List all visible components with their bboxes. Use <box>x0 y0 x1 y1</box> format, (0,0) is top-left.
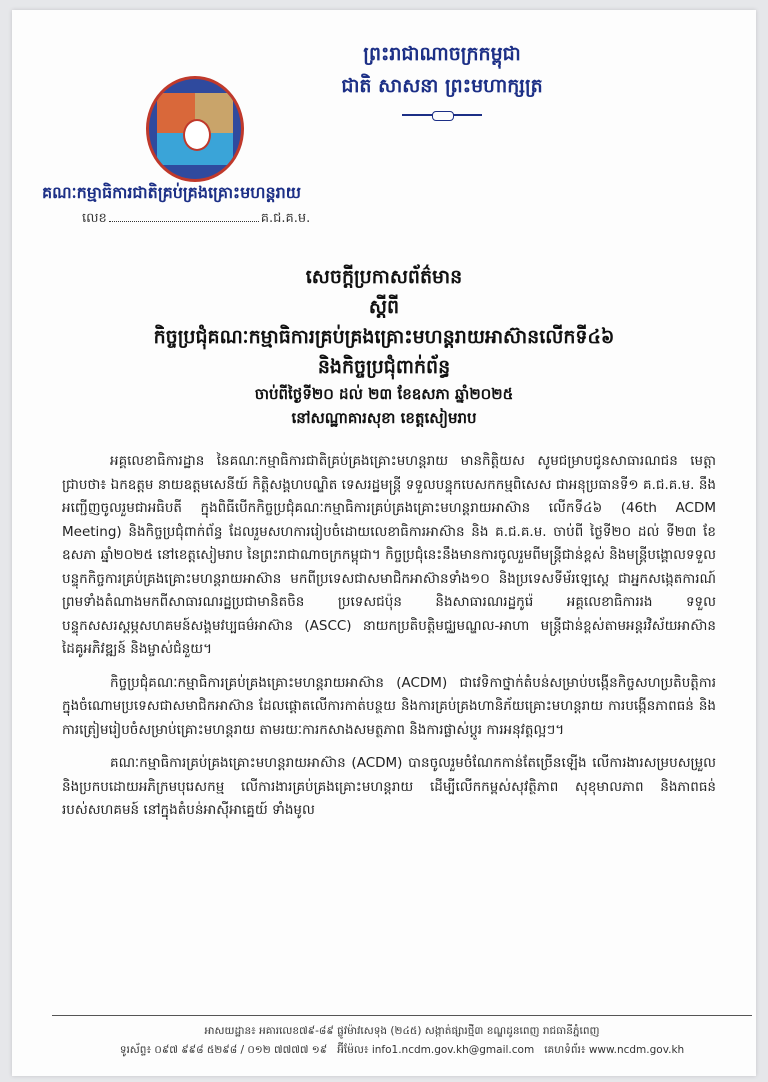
kingdom-header <box>262 38 622 102</box>
ref-prefix: លេខ <box>82 211 107 226</box>
footer-website-link[interactable]: www.ncdm.gov.kh <box>588 1044 685 1056</box>
title-line-1: សេចក្តីប្រកាសព័ត៌មាន <box>305 266 463 288</box>
email-label: អ៊ីម៉ែល៖ <box>337 1044 369 1056</box>
title-venue: នៅសណ្ឋាគារសុខា ខេត្តសៀមរាប <box>291 409 477 427</box>
footer <box>52 1022 752 1060</box>
title-line-4: និងកិច្ចប្រជុំពាក់ព័ន្ធ <box>317 356 451 378</box>
paragraph: គណៈកម្មាធិការគ្រប់គ្រងគ្រោះមហន្តរាយអាស៊ាន (ACDM) បានចូលរួមចំណែកកាន់តែច្រើនឡើង លើការងារសម្របសម្រួល និងប្រកបដោយអភិក្រមបុរេសកម្ម លើការងារគ្រប់គ្រងគ្រោះមហន្តរាយ ដើម្បីលើកកម្ពស់សុវត្ថិភាព សុខុមាលភាព និងភាពធន់របស់សហគមន៍ នៅក្នុងតំបន់អាស៊ីអាគ្នេយ៍ ទាំងមូល <box>62 755 716 818</box>
document-page <box>12 10 756 1076</box>
footer-email-link[interactable]: info1.ncdm.gov.kh@gmail.com <box>371 1044 535 1056</box>
ncdm-logo <box>146 76 244 182</box>
ref-suffix: គ.ជ.គ.ម. <box>260 211 311 226</box>
footer-phone: ទូរស័ព្ទ៖ ០៩៧ ៩៩៨ ៥២៩៨ / ០១២ ៧៧៧៧ ១៩ <box>119 1044 328 1056</box>
footer-divider <box>52 1015 752 1016</box>
website-label: គេហទំព័រ៖ <box>544 1044 586 1056</box>
title-line-2: ស្តីពី <box>368 296 400 318</box>
footer-contacts <box>52 1041 752 1060</box>
document-body <box>62 450 716 833</box>
paragraph: អគ្គលេខាធិការដ្ឋាន នៃគណៈកម្មាធិការជាតិគ្រប់គ្រងគ្រោះមហន្តរាយ មានកិត្តិយស សូមជម្រាបជូនសាធារណជន មេត្តាជ្រាបថា៖ ឯកឧត្តម នាយឧត្តមសេនីយ៍ កិត្តិសង្គហបណ្ឌិត ទេសរដ្ឋមន្ត្រី ទទួលបន្ទុកបេសកកម្មពិសេស ជាអនុប្រធានទី១ គ.ជ.គ.ម. នឹងអញ្ជើញចូលរួមជាអធិបតី ក្នុងពិធីបើកកិច្ចប្រជុំគណៈកម្មាធិការគ្រប់គ្រងគ្រោះមហន្តរាយអាស៊ាន លើកទី៤៦ (46th ACDM Meeting) និងកិច្ចប្រជុំពាក់ព័ន្ធ ដែលរួមសហការរៀបចំដោយលេខាធិការអាស៊ាន និង គ.ជ.គ.ម. ចាប់ពី ថ្ងៃទី២០ ដល់ ទី២៣ ខែឧសភា ឆ្នាំ២០២៥ នៅខេត្តសៀមរាប នៃព្រះរាជាណាចក្រកម្ពុជា។ កិច្ចប្រជុំនេះនឹងមានការចូលរួមពីមន្ត្រីជាន់ខ្ពស់ និងមន្ត្រីបង្គោលទទួលបន្ទុកកិច្ចការគ្រប់គ្រងគ្រោះមហន្តរាយអាស៊ាន មកពីប្រទេសជាសមាជិកអាស៊ានទាំង១០ និងប្រទេសទីម័រឡេស្តេ ជាអ្នកសង្កេតការណ៍ ព្រមទាំងតំណាងមកពីសាធារណរដ្ឋប្រជាមានិតចិន ប្រទេសជប៉ុន និងសាធារណរដ្ឋកូរ៉េ អគ្គលេខាធិការរង ទទួលបន្ទុកសសរស្តម្ភសហគមន៍សង្គមវប្បធម៌អាស៊ាន (ASCC) នាយកប្រតិបត្តិមជ្ឈមណ្ឌល-អាហា មន្ត្រីជាន់ខ្ពស់តាមអន្តរវិស័យអាស៊ាន ដៃគូអភិវឌ្ឍន៍ និងម្ចាស់ជំនួយ។ <box>62 453 716 657</box>
national-motto: ជាតិ សាសនា ព្រះមហាក្សត្រ <box>341 75 543 97</box>
footer-address: អាសយដ្ឋាន៖ អគារលេខ៧៩-៨៩ ផ្លូវម៉ាវសេទុង (២៤៥) សង្កាត់ផ្សារថ្មី៣ ខណ្ឌដូនពេញ រាជធានីភ្នំពេញ <box>204 1025 600 1037</box>
organization-name: គណៈកម្មាធិការជាតិគ្រប់គ្រងគ្រោះមហន្តរាយ <box>42 183 302 202</box>
title-date: ចាប់ពីថ្ងៃទី២០ ដល់ ២៣ ខែឧសភា ឆ្នាំ២០២៥ <box>254 385 514 403</box>
reference-number <box>82 210 310 229</box>
document-title <box>42 262 726 430</box>
ornament-divider <box>402 114 482 116</box>
title-line-3: កិច្ចប្រជុំគណៈកម្មាធិការគ្រប់គ្រងគ្រោះមហន្តរាយអាស៊ានលើកទី៤៦ <box>153 326 615 348</box>
paragraph: កិច្ចប្រជុំគណៈកម្មាធិការគ្រប់គ្រងគ្រោះមហន្តរាយអាស៊ាន (ACDM) ជាវេទិកាថ្នាក់តំបន់សម្រាប់បង្កើនកិច្ចសហប្រតិបត្តិការ ក្នុងចំណោមប្រទេសជាសមាជិកអាស៊ាន ដែលផ្តោតលើការកាត់បន្ថយ និងការគ្រប់គ្រងហានិភ័យគ្រោះមហន្តរាយ ការបង្កើនភាពធន់ និងការត្រៀមរៀបចំសម្រាប់គ្រោះមហន្តរាយ តាមរយៈការកសាងសមត្ថភាព និងការផ្លាស់ប្តូរ ការអនុវត្តល្អៗ។ <box>62 674 716 738</box>
kingdom-name: ព្រះរាជាណាចក្រកម្ពុជា <box>363 43 521 65</box>
